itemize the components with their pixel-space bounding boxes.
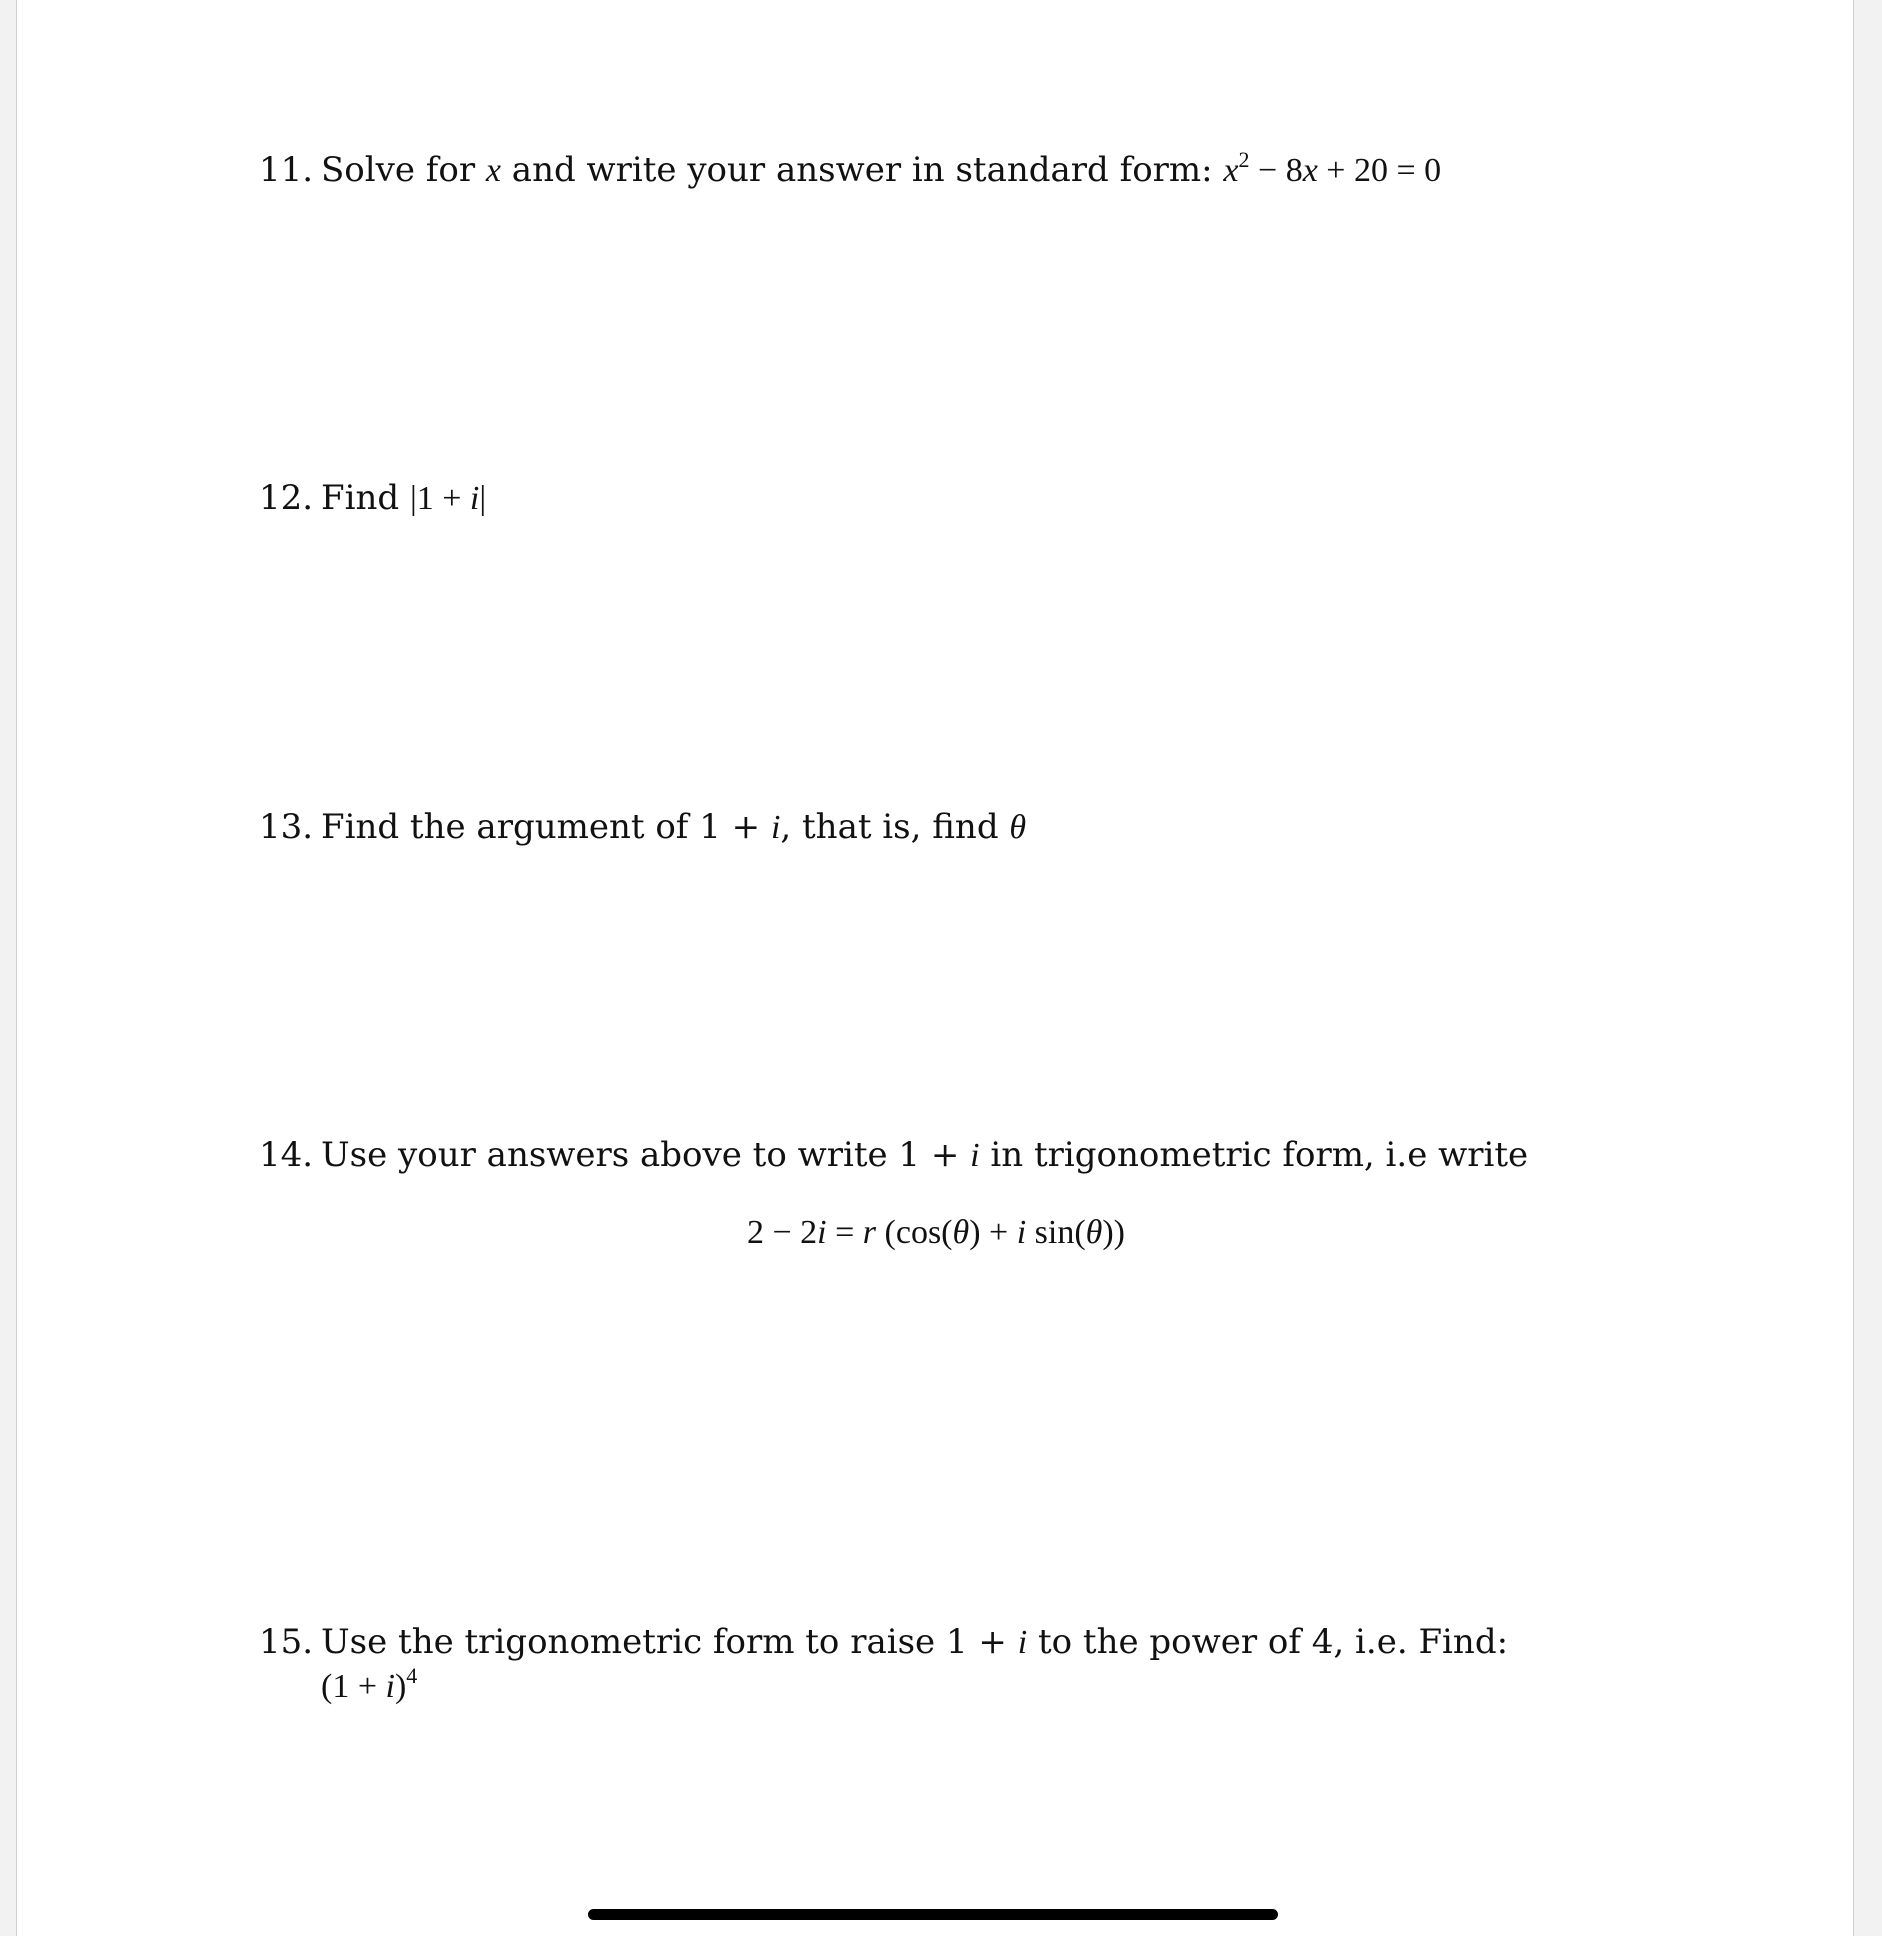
trig-form-equation: 2 − 2i = r (cos(θ) + i sin(θ)) — [746, 1214, 1126, 1251]
power-expression: $(1 + i)^4$ — [321, 1663, 418, 1705]
math-variable: x — [485, 152, 501, 189]
problem-text-prefix: Use your answers above to write 1 + — [321, 1135, 971, 1175]
problem-12 — [259, 476, 1439, 521]
problem-13 — [259, 805, 1439, 850]
problem-text-prefix: Use the trigonometric form to raise 1 + — [321, 1622, 1018, 1662]
modulus-expression: |1 + i| — [409, 480, 487, 517]
problem-15 — [259, 1620, 1509, 1709]
math-variable: i — [1017, 1624, 1028, 1661]
problem-text-middle: and write your answer in standard form: — [500, 150, 1224, 190]
problem-number: 12. — [259, 478, 314, 518]
problem-text-middle: , that is, find — [780, 807, 1010, 847]
problem-number: 13. — [259, 807, 314, 847]
theta-symbol: θ — [1009, 809, 1027, 846]
problem-text-prefix: Find — [321, 478, 410, 518]
problem-11 — [259, 147, 1442, 193]
problem-text-suffix: in trigonometric form, i.e write — [979, 1135, 1529, 1175]
document-page — [16, 0, 1854, 1936]
problem-number: 11. — [259, 150, 314, 190]
problem-14 — [259, 1133, 1529, 1178]
math-variable: i — [770, 809, 781, 846]
math-variable: i — [970, 1137, 980, 1174]
problem-text-suffix: to the power of 4, i.e. Find: — [1027, 1622, 1509, 1662]
problem-number: 14. — [259, 1135, 314, 1175]
home-indicator-bar[interactable] — [588, 1909, 1278, 1920]
quadratic-equation: $x^2 - 8x + 20 = 0$ — [1223, 147, 1442, 189]
problem-text-prefix: Find the argument of 1 + — [321, 807, 771, 847]
problem-number: 15. — [259, 1622, 314, 1662]
problem-text-prefix: Solve for — [321, 150, 486, 190]
